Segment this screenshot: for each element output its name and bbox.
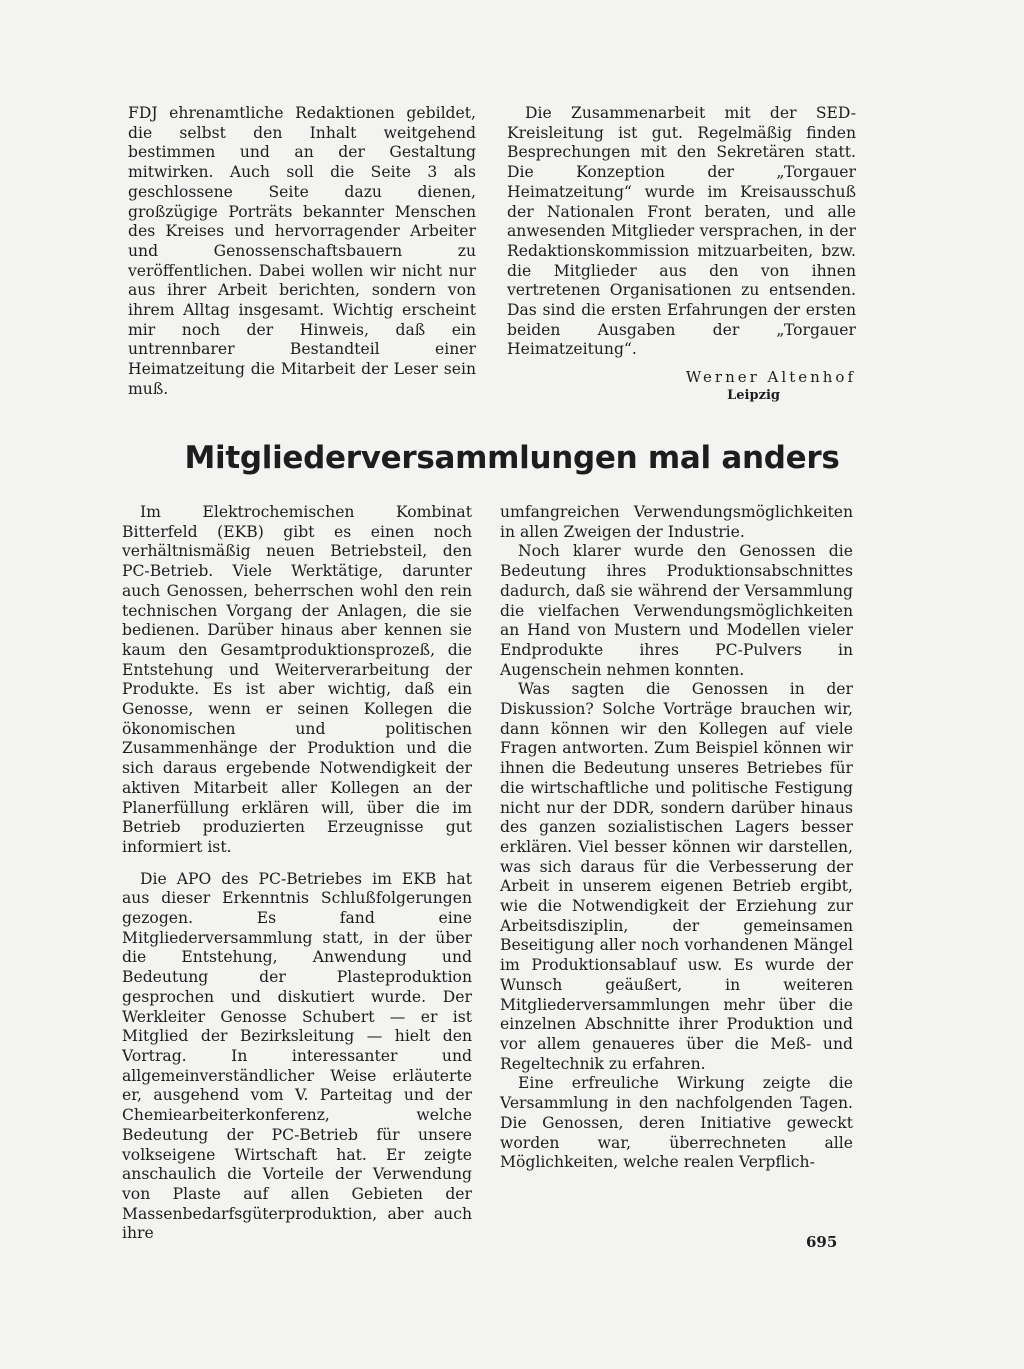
paragraph: Noch klarer wurde den Genossen die Bedeutung ihres Produktionsabschnittes dadurch, daß sie während der Versammlung die vielfachen Verwendungsmöglichkeiten an Hand von Mustern und Modellen vieler Endprodukte ihres PC-Pulvers in Augenschein nehmen konnten. bbox=[500, 542, 853, 679]
paragraph: FDJ ehrenamtliche Redaktionen gebildet, die selbst den Inhalt weitgehend bestimmen und an der Gestaltung mitwirken. Auch soll die Seite 3 als geschlossene Seite dazu dienen, großzügige Porträts bekannter Menschen des Kreises und hervorragender Arbeiter und Genossenschaftsbauern zu veröffentlichen. Dabei wollen wir nicht nur aus ihrer Arbeit berichten, sondern von ihrem Alltag insgesamt. Wichtig erscheint mir noch der Hinweis, daß ein untrennbarer Bestandteil einer Heimatzeitung die Mitarbeit der Leser sein muß. bbox=[128, 104, 476, 398]
paragraph: Die Zusammenarbeit mit der SED-Kreisleitung ist gut. Regelmäßig finden Besprechungen mit den Sekretären statt. Die Konzeption der „Torgauer Heimatzeitung“ wurde im Kreisausschuß der Nationalen Front beraten, und alle anwesenden Mitglieder versprachen, in der Redaktionskommission mitzuarbeiten, bzw. die Mitglieder aus den von ihnen vertretenen Organisationen zu entsenden. Das sind die ersten Erfahrungen der ersten beiden Ausgaben der „Torgauer Heimatzeitung“. bbox=[507, 104, 856, 359]
page-number: 695 bbox=[806, 1233, 838, 1251]
paragraph: umfangreichen Verwendungsmöglichkeiten in allen Zweigen der Industrie. bbox=[500, 503, 853, 541]
article-right-column bbox=[500, 503, 853, 1173]
top-left-column bbox=[128, 104, 476, 400]
top-right-column bbox=[507, 104, 856, 360]
signature-block bbox=[640, 367, 856, 405]
paragraph: Eine erfreuliche Wirkung zeigte die Versammlung in den nachfolgenden Tagen. Die Genossen, deren Initiative geweckt worden war, überrechneten alle Möglichkeiten, welche realen Verpflich- bbox=[500, 1074, 853, 1172]
author-name: Werner Altenhof bbox=[685, 368, 856, 386]
author-place: Leipzig bbox=[727, 388, 780, 403]
paragraph: Was sagten die Genossen in der Diskussion? Solche Vorträge brauchen wir, dann können wir den Kollegen auf viele Fragen antworten. Zum Beispiel können wir ihnen die Bedeutung unseres Betriebes für die wirtschaftliche und politische Festigung nicht nur der DDR, sondern darüber hinaus des ganzen sozialistischen Lagers besser erklären. Viel besser können wir darstellen, was sich daraus für die Verbesserung der Arbeit in unserem eigenen Betrieb ergibt, wie die Notwendigkeit der Erziehung zur Arbeitsdisziplin, der gemeinsamen Beseitigung aller noch vorhandenen Mängel im Produktionsablauf usw. Es wurde der Wunsch geäußert, in weiteren Mitgliederversammlungen mehr über die einzelnen Abschnitte ihrer Produktion und vor allem genaueres über die Meß- und Regeltechnik zu erfahren. bbox=[500, 680, 853, 1073]
article-left-column bbox=[122, 503, 472, 1244]
article-title: Mitgliederversammlungen mal anders bbox=[184, 440, 840, 476]
paragraph: Im Elektrochemischen Kombinat Bitterfeld (EKB) gibt es einen noch verhältnismäßig neuen Betriebsteil, den PC-Betrieb. Viele Werktätige, darunter auch Genossen, beherrschen wohl den rein technischen Vorgang der Anlagen, die sie bedienen. Darüber hinaus aber kennen sie kaum den Gesamtproduktionsprozeß, die Entstehung und Weiterverarbeitung der Produkte. Es ist aber wichtig, daß ein Genosse, wenn er seinen Kollegen die ökonomischen und politischen Zusammenhänge der Produktion und die sich daraus ergebende Notwendigkeit der aktiven Mitarbeit aller Kollegen an der Planerfüllung erklären will, über die im Betrieb produzierten Erzeugnisse gut informiert ist. bbox=[122, 503, 472, 856]
paragraph: Die APO des PC-Betriebes im EKB hat aus dieser Erkenntnis Schlußfolgerungen gezogen. Es fand eine Mitgliederversammlung statt, in der über die Entstehung, Anwendung und Bedeutung der Plasteproduktion gesprochen und diskutiert wurde. Der Werkleiter Genosse Schubert — er ist Mitglied der Bezirksleitung — hielt den Vortrag. In interessanter und allgemeinverständlicher Weise erläuterte er, ausgehend vom V. Parteitag und der Chemiearbeiterkonferenz, welche Bedeutung der PC-Betrieb für unsere volkseigene Wirtschaft hat. Er zeigte anschaulich die Vorteile der Verwendung von Plaste auf allen Gebieten der Massenbedarfsgüterproduktion, aber auch ihre bbox=[122, 869, 472, 1243]
